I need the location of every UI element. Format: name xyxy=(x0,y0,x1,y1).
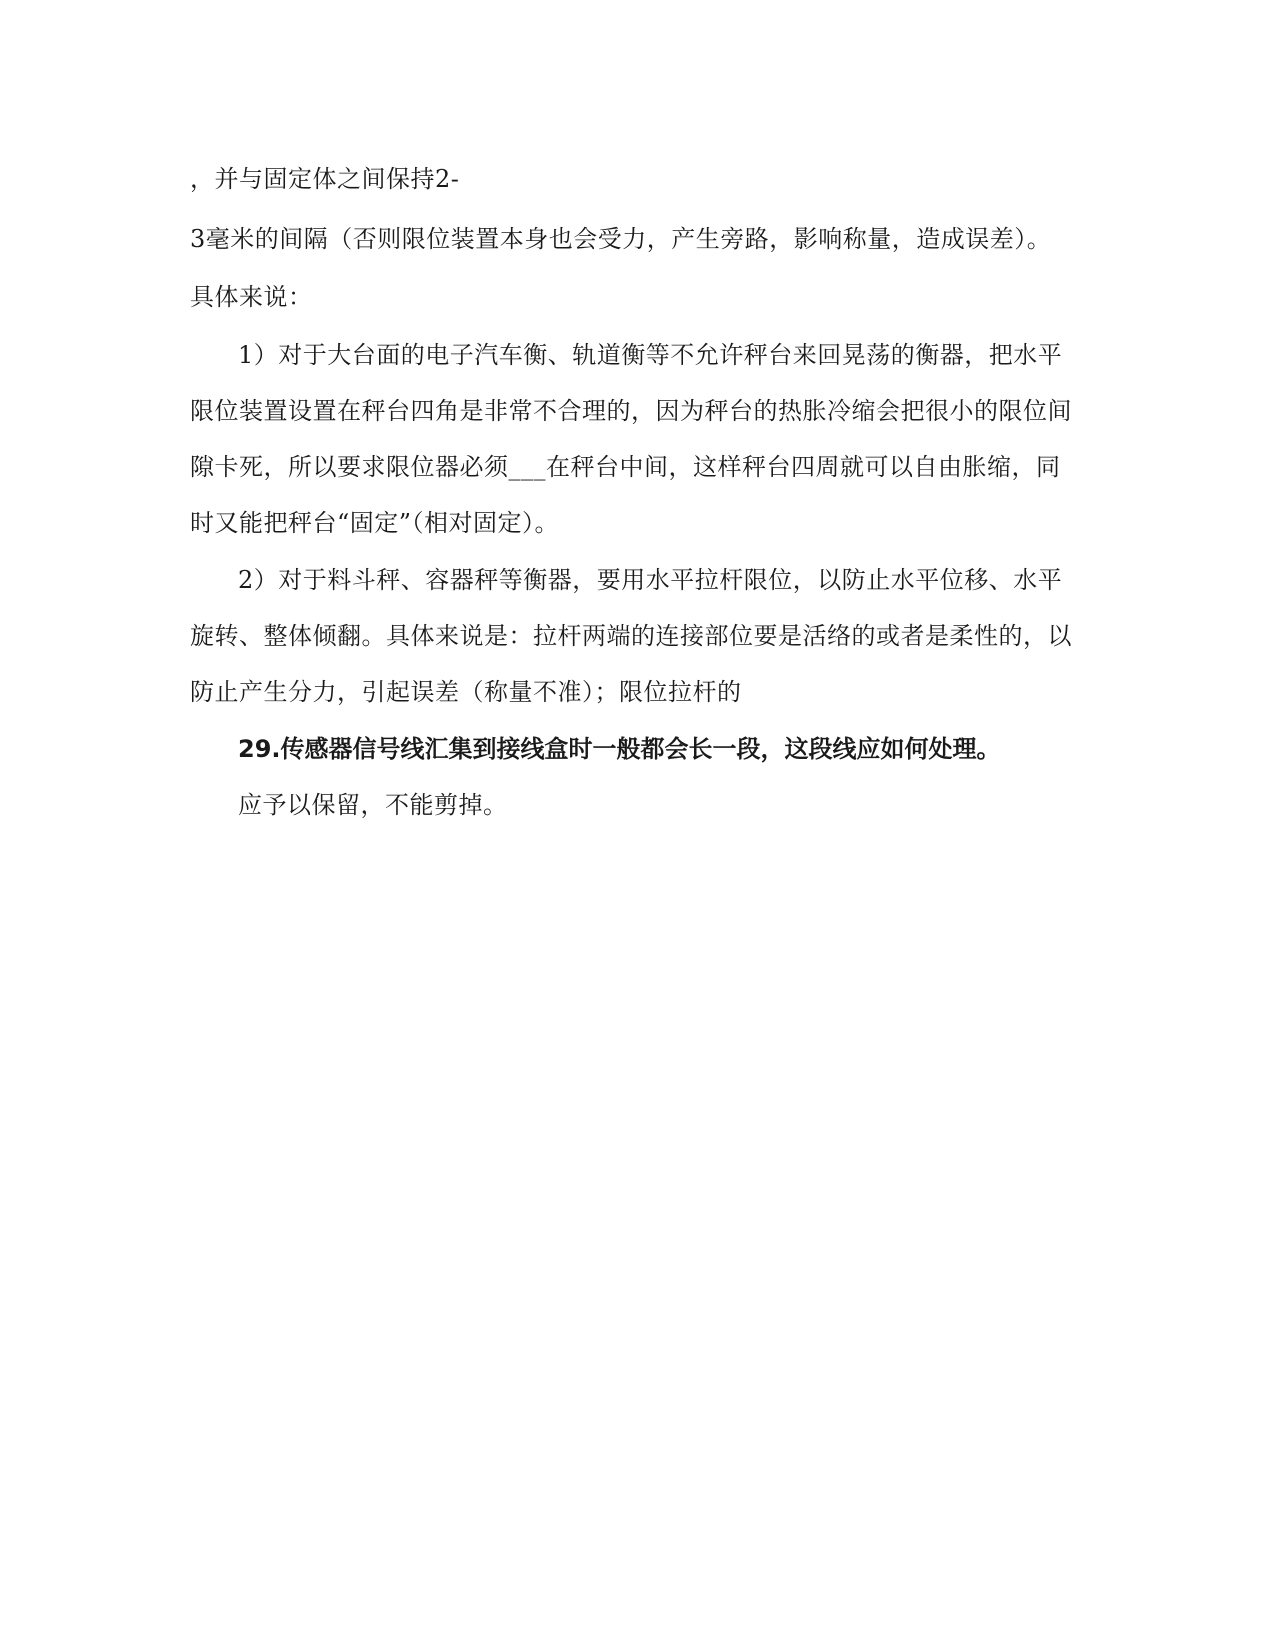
paragraph-line: 防止产生分力，引起误差（称量不准）；限位拉杆的 xyxy=(190,678,742,706)
paragraph-line: 具体来说： xyxy=(190,283,313,311)
question-heading: 29.传感器信号线汇集到接线盒时一般都会长一段，这段线应如何处理。 xyxy=(238,735,1001,763)
paragraph-line: 旋转、整体倾翻。具体来说是：拉杆两端的连接部位要是活络的或者是柔性的，以 xyxy=(190,622,1072,650)
paragraph-line: 1）对于大台面的电子汽车衡、轨道衡等不允许秤台来回晃荡的衡器，把水平 xyxy=(238,341,1063,369)
paragraph-line: 3毫米的间隔（否则限位装置本身也会受力，产生旁路，影响称量，造成误差）。 xyxy=(190,225,1052,253)
answer-text: 应予以保留，不能剪掉。 xyxy=(238,791,508,819)
paragraph-line: 隙卡死，所以要求限位器必须___在秤台中间，这样秤台四周就可以自由胀缩，同 xyxy=(190,453,1061,481)
paragraph-line: 时又能把秤台“固定”（相对固定）。 xyxy=(190,509,560,537)
paragraph-line: 2）对于料斗秤、容器秤等衡器，要用水平拉杆限位，以防止水平位移、水平 xyxy=(238,566,1063,594)
paragraph-line: ，并与固定体之间保持2- xyxy=(190,165,460,193)
paragraph-line: 限位装置设置在秤台四角是非常不合理的，因为秤台的热胀冷缩会把很小的限位间 xyxy=(190,397,1072,425)
